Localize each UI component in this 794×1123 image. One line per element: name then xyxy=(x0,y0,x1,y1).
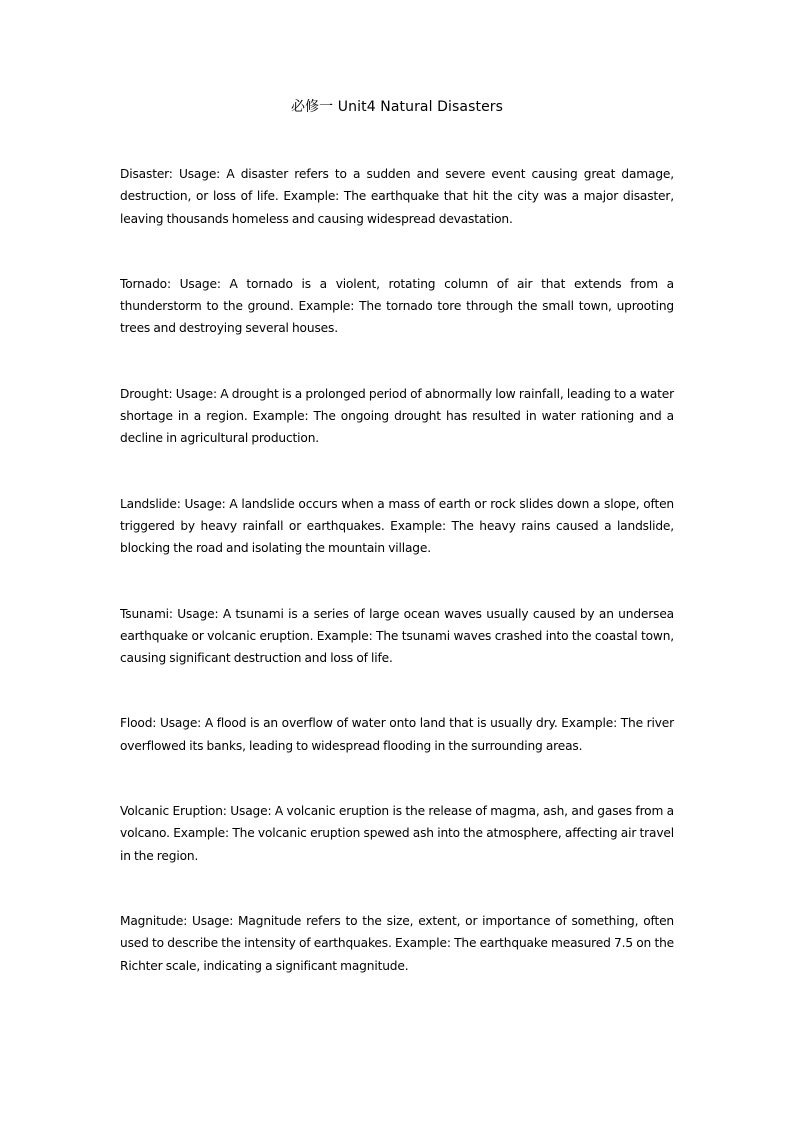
document-title: 必修一 Unit4 Natural Disasters xyxy=(290,99,504,115)
vocabulary-list xyxy=(120,163,674,1020)
entry-disaster: Disaster: Usage: A disaster refers to a sudden and severe event causing great damage, destruction, or loss of life. Example: The earthquake that hit the city was a major disaster, leaving thousands homeless and causing widespread devastation. xyxy=(120,167,674,226)
entry-flood: Flood: Usage: A flood is an overflow of water onto land that is usually dry. Example: The river overflowed its banks, leading to widespread flooding in the surrounding areas. xyxy=(120,716,674,753)
entry-drought: Drought: Usage: A drought is a prolonged period of abnormally low rainfall, leading to a water shortage in a region. Example: The ongoing drought has resulted in water rationing and a decline in agricultural production. xyxy=(120,386,674,446)
entry-tsunami: Tsunami: Usage: A tsunami is a series of large ocean waves usually caused by an undersea earthquake or volcanic eruption. Example: The tsunami waves crashed into the coastal town, causing significant destruction and loss of life. xyxy=(120,606,674,666)
entry-magnitude: Magnitude: Usage: Magnitude refers to the size, extent, or importance of something, often used to describe the intensity of earthquakes. Example: The earthquake measured 7.5 on the Richter scale, indicating a significant magnitude. xyxy=(120,913,674,973)
entry-tornado: Tornado: Usage: A tornado is a violent, rotating column of air that extends from a thunderstorm to the ground. Example: The tornado tore through the small town, uprooting trees and destroying several houses. xyxy=(120,276,674,336)
entry-volcanic-eruption: Volcanic Eruption: Usage: A volcanic eruption is the release of magma, ash, and gases from a volcano. Example: The volcanic eruption spewed ash into the atmosphere, affecting air travel in the region. xyxy=(120,804,674,863)
entry-landslide: Landslide: Usage: A landslide occurs when a mass of earth or rock slides down a slope, often triggered by heavy rainfall or earthquakes. Example: The heavy rains caused a landslide, blocking the road and isolating the mountain village. xyxy=(120,496,674,556)
